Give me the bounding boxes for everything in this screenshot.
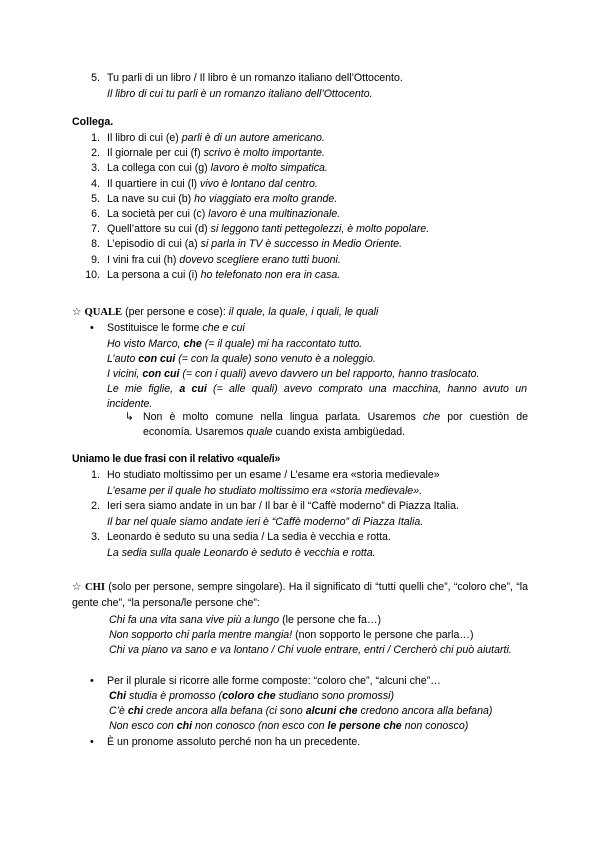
text-italic: Chi fa una vita sana vive più a lungo xyxy=(109,614,280,626)
list-item-plain: Il quartiere in cui (l) xyxy=(107,177,201,190)
bullet-icon: • xyxy=(90,736,94,748)
chi-example-1 xyxy=(109,613,381,628)
list-item xyxy=(107,253,341,268)
list-item-number: 5. xyxy=(91,192,100,205)
list-item-italic: lavoro è molto simpatica. xyxy=(210,162,328,175)
text-bold: che xyxy=(183,338,202,350)
arrow-icon: ↳ xyxy=(125,411,134,423)
text-italic: Non sopporto chi parla mentre mangia! xyxy=(109,629,293,641)
quale-example-2 xyxy=(107,352,376,367)
list-item-number: 1. xyxy=(91,469,100,481)
text-plain: Sostituisce le forme xyxy=(107,322,203,334)
list-item-italic: parli è di un autore americano. xyxy=(181,132,325,144)
list-item-italic: ho viaggiato era molto grande. xyxy=(194,192,338,205)
list-item-number: 10. xyxy=(85,268,100,281)
quale-example-4 xyxy=(107,382,527,411)
text-italic: quale xyxy=(246,425,273,438)
text-italic: L’auto xyxy=(107,353,139,365)
quale-heading xyxy=(72,305,378,321)
quale-bullet-text xyxy=(107,321,245,336)
exercise-answer: L’esame per il quale ho studiato moltissimo era «storia medievale». xyxy=(107,485,423,497)
text-plain: cuando exista ambigüedad. xyxy=(272,425,406,438)
exercise-answer: La sedia sulla quale Leonardo è seduto è vecchia e rotta. xyxy=(107,547,376,559)
list-item-plain: La società per cui (c) xyxy=(107,208,209,220)
exercise-line: Leonardo è seduto su una sedia / La sedia è vecchia e rotta. xyxy=(107,531,391,543)
quale-note xyxy=(143,410,528,439)
list-item-number: 7. xyxy=(91,223,100,236)
list-item-plain: La persona a cui (i) xyxy=(107,268,201,281)
list-item-number: 1. xyxy=(91,132,100,144)
text-plain: (non sopporto le persone che parla…) xyxy=(292,629,474,641)
text-italic: (= con i quali) avevo davvero un bel rapporto, hanno traslocato. xyxy=(179,368,480,380)
text-bold: chi xyxy=(127,705,144,717)
text-italic: Ho visto Marco, xyxy=(107,338,184,350)
list-item-plain: Il libro di cui (e) xyxy=(107,132,182,144)
text-italic: (= alle quali) avevo comprato una macchina, hanno avuto un incidente. xyxy=(107,383,527,410)
chi-example-3: Chi va piano va sano e va lontano / Chi vuole entrare, entri / Cercherò chi può aiutarti. xyxy=(109,644,512,656)
text-italic: credono ancora alla befana) xyxy=(357,705,493,717)
list-item xyxy=(107,161,328,176)
bullet-icon: • xyxy=(90,675,94,687)
chi-bullet-absolute: È un pronome assoluto perché non ha un precedente. xyxy=(107,736,361,748)
list-item-number: 4. xyxy=(91,177,100,190)
chi-title: CHI xyxy=(85,582,106,593)
quale-example-3 xyxy=(107,367,479,382)
list-item-plain: Quell’attore su cui (d) xyxy=(107,223,211,236)
text-italic: C’è xyxy=(109,705,128,717)
list-item xyxy=(107,177,318,192)
list-item xyxy=(107,207,340,222)
list-item-italic: si parla in TV è successo in Medio Oriente. xyxy=(200,238,403,251)
text-italic: studia è promosso ( xyxy=(126,690,223,702)
list-item xyxy=(107,237,402,252)
text-italic: Le mie figlie, xyxy=(107,383,180,395)
exercise-line: Ho studiato moltissimo per un esame / L’esame era «storia medievale» xyxy=(107,469,440,481)
list-item-italic: si leggono tanti pettegolezzi, è molto popolare. xyxy=(210,223,430,236)
quale-example-1 xyxy=(107,337,362,352)
text-plain: (le persone che fa…) xyxy=(279,614,382,626)
list-item-number: 8. xyxy=(91,238,100,251)
list-item-number: 6. xyxy=(91,208,100,220)
list-item-number: 9. xyxy=(91,253,100,266)
text-bold: con cui xyxy=(138,353,176,365)
chi-bullet-plural: Per il plurale si ricorre alle forme composte: “coloro che”, “alcuni che”… xyxy=(107,675,441,687)
quale-title: QUALE xyxy=(84,307,123,318)
text-italic: I vicini, xyxy=(107,368,143,380)
text-italic: Non esco con xyxy=(109,720,177,732)
section-title-uniamo: Uniamo le due frasi con il relativo «quale/i» xyxy=(72,453,281,465)
text-plain: por cuestión de economía. Usaremos xyxy=(143,411,528,438)
list-item-italic: lavoro è una multinazionale. xyxy=(208,208,341,220)
chi-plural-example-1 xyxy=(109,689,394,704)
quale-desc: (per persone e cose): xyxy=(122,306,229,318)
list-item-plain: I vini fra cui (h) xyxy=(107,253,180,266)
text-italic: crede ancora alla befana (ci sono xyxy=(143,705,306,717)
list-item-italic: ho telefonato non era in casa. xyxy=(200,268,341,281)
list-item-italic: dovevo scegliere erano tutti buoni. xyxy=(179,253,341,266)
list-item xyxy=(107,131,325,146)
text-italic: (= il quale) mi ha raccontato tutto. xyxy=(201,338,363,350)
list-item-number: 3. xyxy=(91,162,100,175)
chi-plural-example-2 xyxy=(109,704,492,719)
text-italic: (= con la quale) sono venuto è a noleggio. xyxy=(175,353,376,365)
list-item-italic: scrivo è molto importante. xyxy=(203,147,325,160)
section-title-collega: Collega. xyxy=(72,116,114,128)
text-bold: con cui xyxy=(142,368,180,380)
star-icon: ☆ xyxy=(72,581,82,593)
text-bold: a cui xyxy=(179,383,207,395)
list-item-plain: L’episodio di cui (a) xyxy=(107,238,201,251)
chi-desc: (solo per persone, sempre singolare). Ha il significato di “tutti quelli che”, “coloro che”, “la gente che”, “la persona/le persone che”: xyxy=(72,581,528,609)
item-number: 5. xyxy=(91,72,100,84)
text-bold: alcuni che xyxy=(305,705,358,717)
list-item-number: 2. xyxy=(91,500,100,512)
list-item xyxy=(107,146,325,161)
list-item-number: 2. xyxy=(91,147,100,160)
list-item xyxy=(107,192,337,207)
exercise-line: Ieri sera siamo andate in un bar / Il bar è il “Caffè moderno” di Piazza Italia. xyxy=(107,500,459,512)
text-italic: studiano sono promossi) xyxy=(275,690,394,702)
text-italic: non conosco) xyxy=(401,720,469,732)
text-plain: Non è molto comune nella lingua parlata. Usaremos xyxy=(143,411,424,423)
list-item-italic: vivo è lontano dal centro. xyxy=(200,177,318,190)
text-bold: Chi xyxy=(109,690,127,702)
list-item-plain: La collega con cui (g) xyxy=(107,162,211,175)
text-italic: che e cui xyxy=(202,322,245,334)
list-item-plain: La nave su cui (b) xyxy=(107,192,195,205)
chi-heading xyxy=(72,580,528,610)
exercise-answer: Il libro di cui tu parli è un romanzo italiano dell’Ottocento. xyxy=(107,88,373,100)
text-bold: chi xyxy=(176,720,193,732)
quale-forms: il quale, la quale, i quali, le quali xyxy=(228,306,379,318)
list-item-plain: Il giornale per cui (f) xyxy=(107,147,204,160)
text-bold: le persone che xyxy=(327,720,402,732)
list-item-number: 3. xyxy=(91,531,100,543)
chi-plural-example-3 xyxy=(109,719,468,734)
chi-example-2 xyxy=(109,628,474,643)
star-icon: ☆ xyxy=(72,306,82,318)
bullet-icon: • xyxy=(90,322,94,334)
text-bold: coloro che xyxy=(222,690,276,702)
list-item xyxy=(107,222,429,237)
list-item xyxy=(107,268,340,283)
exercise-line: Tu parli di un libro / Il libro è un romanzo italiano dell’Ottocento. xyxy=(107,72,403,84)
text-italic: che xyxy=(423,411,441,423)
exercise-answer: Il bar nel quale siamo andate ieri è “Caffè moderno” di Piazza Italia. xyxy=(107,516,424,528)
text-italic: non conosco (non esco con xyxy=(192,720,328,732)
